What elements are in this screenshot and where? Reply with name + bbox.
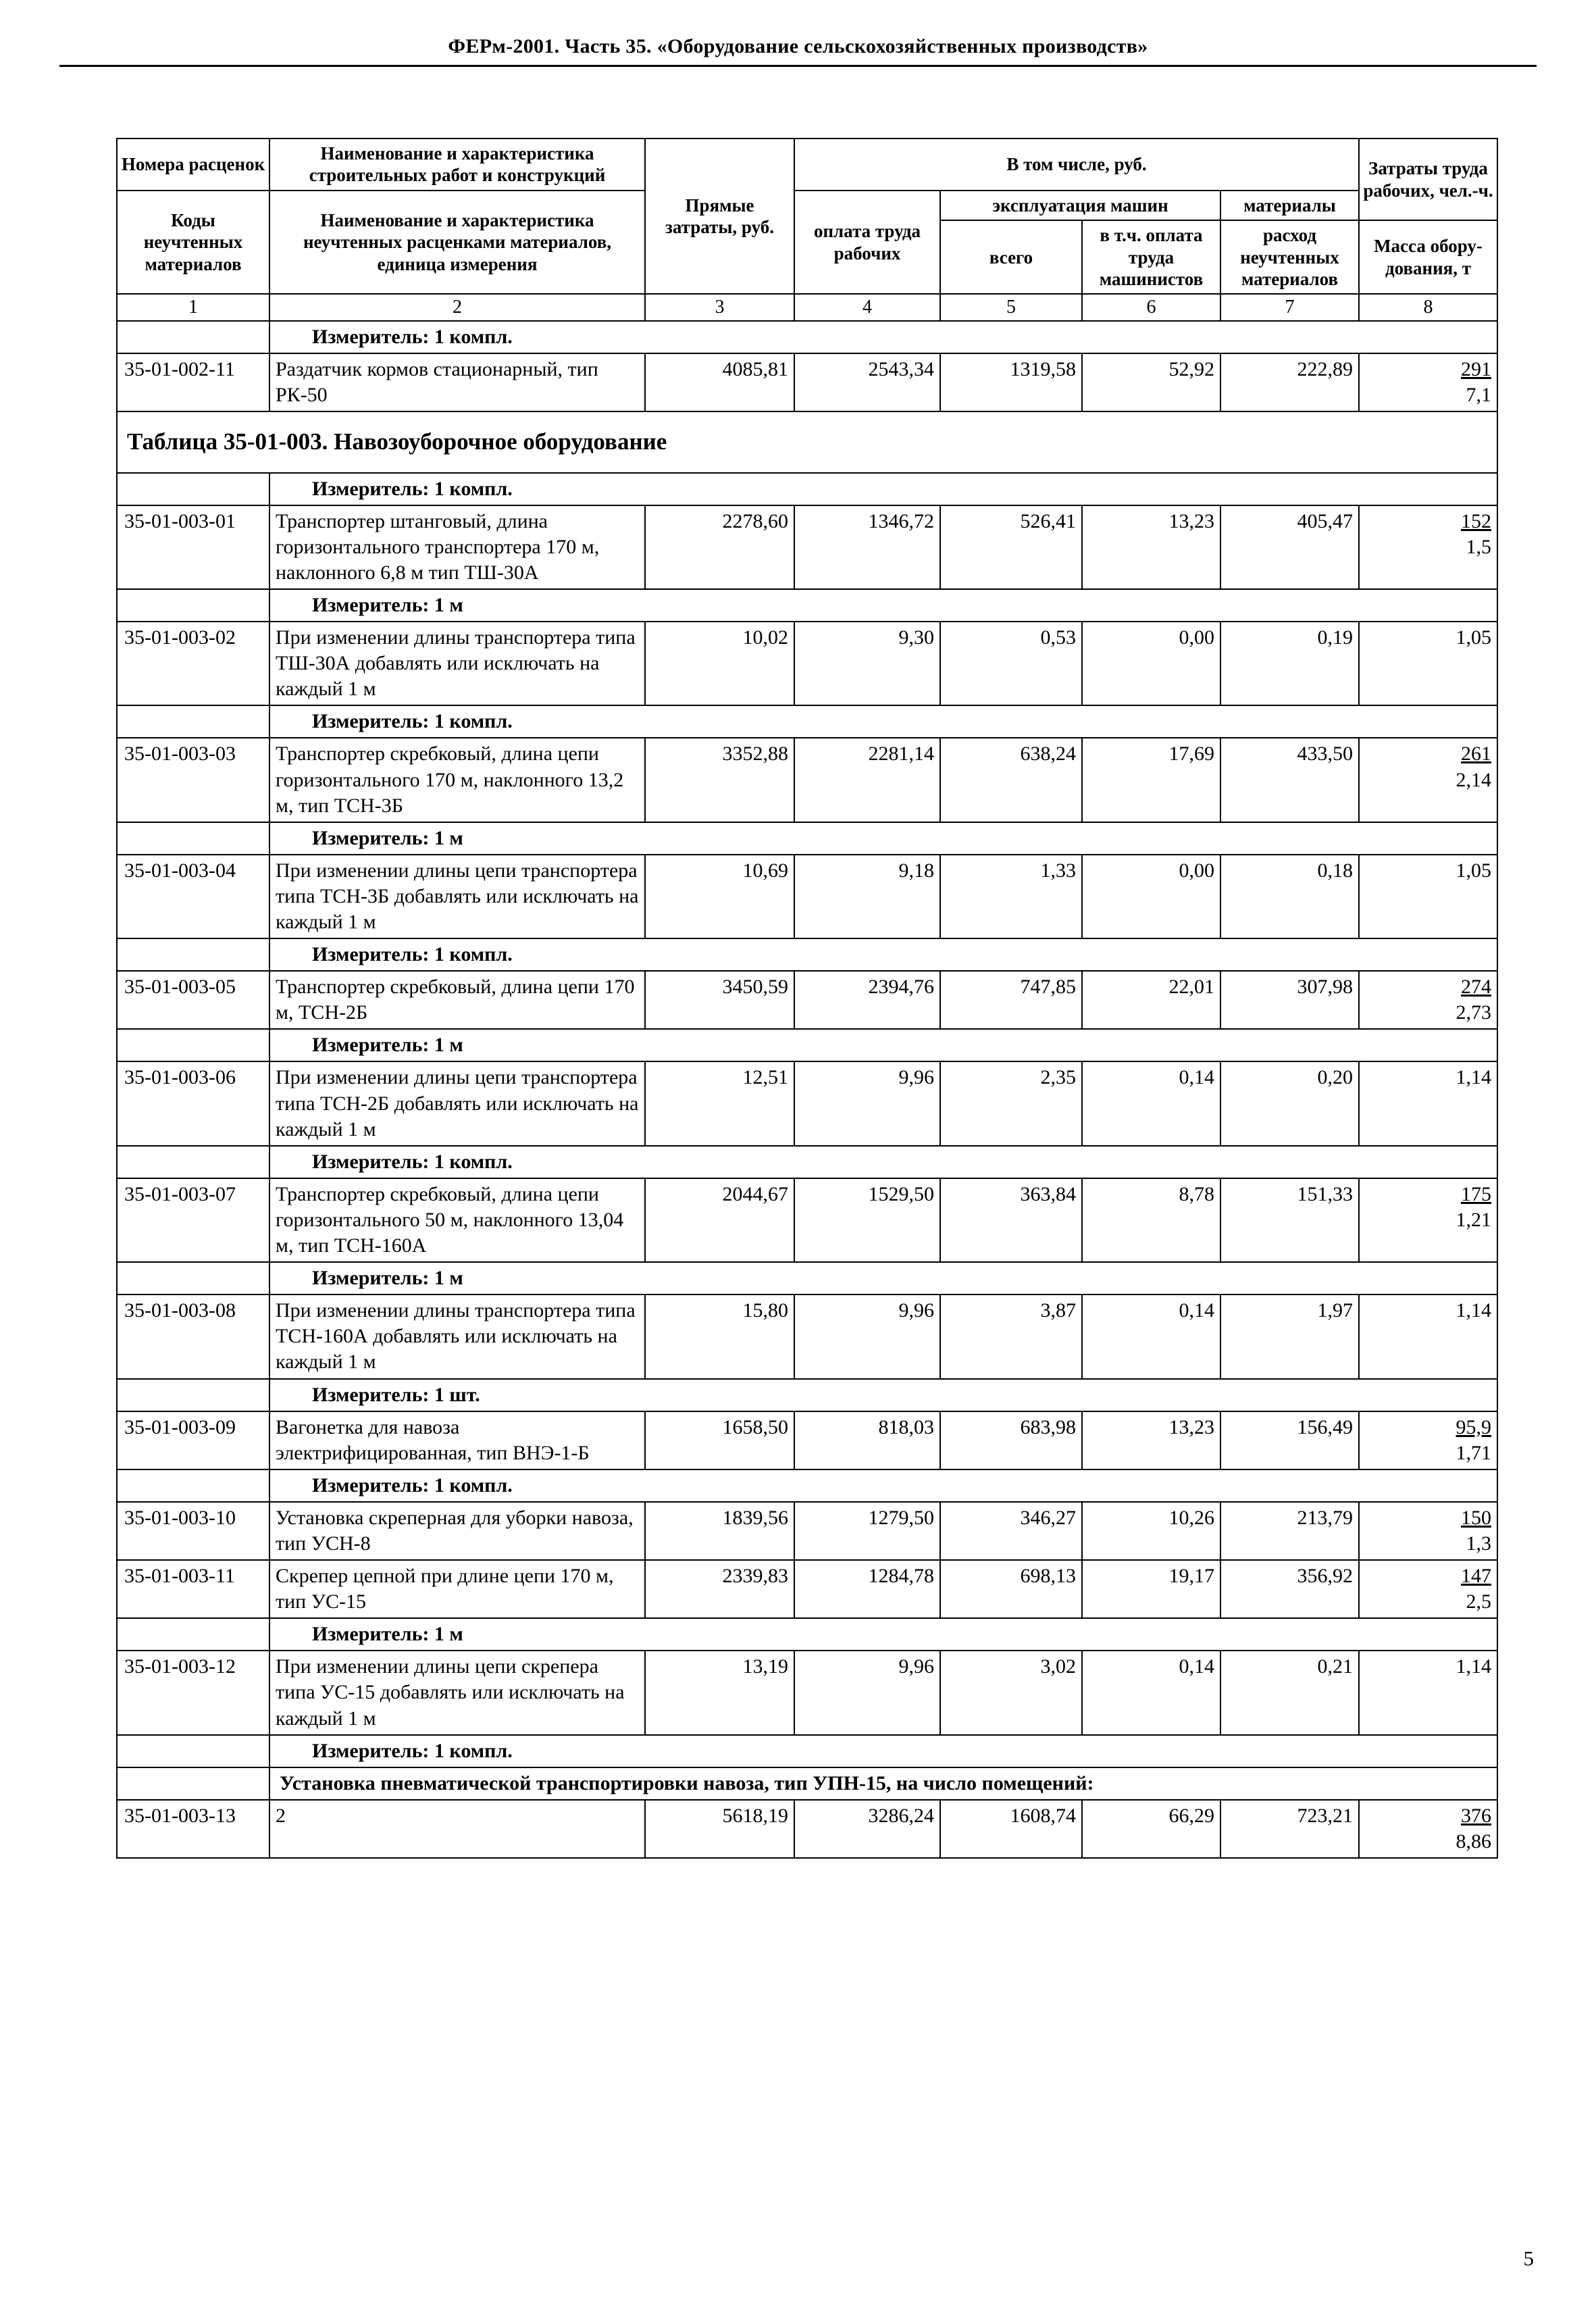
page-number: 5 [1523, 2246, 1534, 2270]
row-workers-pay: 9,96 [794, 1294, 940, 1378]
data-row [117, 1651, 1497, 1734]
labor-hours-value: 150 [1461, 1506, 1491, 1529]
measurer-row [117, 1735, 1497, 1767]
row-description: Транспортер скребковый, длина цепи горизонтального 170 м, наклонного 13,2 м, тип ТСН-3Б [269, 738, 645, 822]
measurer-row [117, 705, 1497, 738]
labor-hours-value: 376 [1461, 1804, 1491, 1827]
measurer-label: Измеритель: 1 компл. [269, 1735, 1497, 1767]
data-row [117, 353, 1497, 411]
equipment-mass-value: 2,73 [1456, 1001, 1491, 1024]
measurer-row [117, 1262, 1497, 1294]
row-code: 35-01-003-11 [117, 1560, 269, 1618]
row-direct-costs: 2278,60 [645, 505, 794, 589]
row-description: Транспортер скребковый, длина цепи горизонтального 50 м, наклонного 13,04 м, тип ТСН-160А [269, 1178, 645, 1262]
row-code: 35-01-003-08 [117, 1294, 269, 1378]
measurer-row [117, 589, 1497, 622]
section-row [117, 1767, 1497, 1800]
data-row [117, 1502, 1497, 1560]
row-operators-pay: 13,23 [1082, 1411, 1220, 1469]
empty-cell [117, 1469, 269, 1502]
header-rule [59, 65, 1537, 67]
row-labor-and-mass [1359, 622, 1497, 705]
empty-cell [117, 1618, 269, 1651]
data-row [117, 1560, 1497, 1618]
labor-hours-value: 1,14 [1456, 1655, 1491, 1678]
labor-hours-value: 147 [1461, 1565, 1491, 1588]
row-description: Установка скреперная для уборки навоза, тип УСН-8 [269, 1502, 645, 1560]
row-operators-pay: 0,14 [1082, 1651, 1220, 1734]
header-material-codes: Коды неучтенных материалов [117, 191, 269, 295]
measurer-row [117, 1469, 1497, 1502]
header-machines-total: всего [940, 220, 1082, 294]
equipment-mass-value: 1,3 [1466, 1532, 1491, 1555]
row-direct-costs: 5618,19 [645, 1800, 794, 1858]
row-code: 35-01-003-13 [117, 1800, 269, 1858]
labor-hours-value: 152 [1461, 509, 1491, 532]
row-machines-total: 2,35 [940, 1061, 1082, 1145]
labor-hours-value: 291 [1461, 357, 1491, 380]
row-workers-pay: 1346,72 [794, 505, 940, 589]
row-labor-and-mass [1359, 1800, 1497, 1858]
row-operators-pay: 19,17 [1082, 1560, 1220, 1618]
row-operators-pay: 0,14 [1082, 1061, 1220, 1145]
data-row [117, 1178, 1497, 1262]
row-direct-costs: 1658,50 [645, 1411, 794, 1469]
row-machines-total: 638,24 [940, 738, 1082, 822]
row-materials: 433,50 [1220, 738, 1359, 822]
empty-cell [117, 705, 269, 738]
header-work-name: Наименование и характеристика строительных работ и конструкций [269, 139, 645, 191]
measurer-label: Измеритель: 1 м [269, 822, 1497, 855]
row-materials: 723,21 [1220, 1800, 1359, 1858]
document-title: ФЕРм-2001. Часть 35. «Оборудование сельскохозяйственных производств» [448, 35, 1148, 57]
row-materials: 1,97 [1220, 1294, 1359, 1378]
column-number: 4 [794, 294, 940, 321]
row-direct-costs: 2044,67 [645, 1178, 794, 1262]
row-workers-pay: 1529,50 [794, 1178, 940, 1262]
row-workers-pay: 818,03 [794, 1411, 940, 1469]
data-row [117, 1800, 1497, 1858]
row-operators-pay: 8,78 [1082, 1178, 1220, 1262]
data-row [117, 971, 1497, 1029]
measurer-row [117, 473, 1497, 505]
row-code: 35-01-003-07 [117, 1178, 269, 1262]
equipment-mass-value: 7,1 [1466, 384, 1491, 407]
labor-hours-value: 1,05 [1456, 626, 1491, 649]
row-labor-and-mass [1359, 855, 1497, 938]
row-machines-total: 698,13 [940, 1560, 1082, 1618]
row-workers-pay: 9,96 [794, 1061, 940, 1145]
empty-cell [117, 822, 269, 855]
row-code: 35-01-003-12 [117, 1651, 269, 1734]
row-workers-pay: 9,96 [794, 1651, 940, 1734]
row-workers-pay: 3286,24 [794, 1800, 940, 1858]
row-workers-pay: 1284,78 [794, 1560, 940, 1618]
row-machines-total: 683,98 [940, 1411, 1082, 1469]
column-numbers-row [117, 294, 1497, 321]
measurer-label: Измеритель: 1 компл. [269, 473, 1497, 505]
measurer-row [117, 1379, 1497, 1411]
row-workers-pay: 1279,50 [794, 1502, 940, 1560]
header-including-group: В том числе, руб. [794, 139, 1359, 191]
empty-cell [117, 473, 269, 505]
labor-hours-value: 175 [1461, 1182, 1491, 1205]
row-description: Транспортер штанговый, длина горизонтального транспортера 170 м, наклонного 6,8 м тип ТШ-30А [269, 505, 645, 589]
measurer-label: Измеритель: 1 шт. [269, 1379, 1497, 1411]
header-machines-group: эксплуатация машин [940, 191, 1220, 220]
measurer-row [117, 321, 1497, 353]
row-workers-pay: 2281,14 [794, 738, 940, 822]
data-row [117, 622, 1497, 705]
labor-hours-value: 1,14 [1456, 1299, 1491, 1322]
row-machines-total: 3,02 [940, 1651, 1082, 1734]
header-rate-numbers: Номера расценок [117, 139, 269, 191]
row-code: 35-01-003-05 [117, 971, 269, 1029]
header-row-2 [117, 191, 1497, 220]
row-labor-and-mass [1359, 1411, 1497, 1469]
column-number: 6 [1082, 294, 1220, 321]
rates-table [116, 138, 1498, 1859]
header-row-1 [117, 139, 1497, 191]
row-materials: 307,98 [1220, 971, 1359, 1029]
equipment-mass-value: 1,21 [1456, 1208, 1491, 1231]
table-section-title: Таблица 35-01-003. Навозоуборочное оборудование [117, 411, 1497, 472]
column-number: 5 [940, 294, 1082, 321]
equipment-mass-value: 1,71 [1456, 1441, 1491, 1464]
row-description: При изменении длины цепи транспортера типа ТСН-3Б добавлять или исключать на каждый 1 м [269, 855, 645, 938]
row-machines-total: 1608,74 [940, 1800, 1082, 1858]
empty-cell [117, 1767, 269, 1800]
empty-cell [117, 1735, 269, 1767]
row-operators-pay: 10,26 [1082, 1502, 1220, 1560]
row-labor-and-mass [1359, 971, 1497, 1029]
row-materials: 156,49 [1220, 1411, 1359, 1469]
row-direct-costs: 2339,83 [645, 1560, 794, 1618]
header-operators-pay: в т.ч. оплата труда машинистов [1082, 220, 1220, 294]
equipment-mass-value: 2,5 [1466, 1590, 1491, 1613]
row-operators-pay: 0,00 [1082, 622, 1220, 705]
row-workers-pay: 9,18 [794, 855, 940, 938]
row-machines-total: 1319,58 [940, 353, 1082, 411]
header-material-name: Наименование и характеристика неучтенных расценками материалов, единица измерения [269, 191, 645, 295]
row-operators-pay: 13,23 [1082, 505, 1220, 589]
row-labor-and-mass [1359, 1502, 1497, 1560]
row-machines-total: 1,33 [940, 855, 1082, 938]
row-direct-costs: 1839,56 [645, 1502, 794, 1560]
row-machines-total: 526,41 [940, 505, 1082, 589]
column-number: 8 [1359, 294, 1497, 321]
data-row [117, 1061, 1497, 1145]
row-description: При изменении длины транспортера типа ТСН-160А добавлять или исключать на каждый 1 м [269, 1294, 645, 1378]
labor-hours-value: 1,14 [1456, 1066, 1491, 1089]
measurer-label: Измеритель: 1 м [269, 1618, 1497, 1651]
row-labor-and-mass [1359, 1294, 1497, 1378]
row-workers-pay: 2543,34 [794, 353, 940, 411]
column-number: 2 [269, 294, 645, 321]
data-row [117, 1411, 1497, 1469]
row-direct-costs: 3450,59 [645, 971, 794, 1029]
empty-cell [117, 321, 269, 353]
header-labor-costs: Затраты труда рабочих, чел.-ч. [1359, 139, 1497, 220]
row-direct-costs: 10,02 [645, 622, 794, 705]
row-description: 2 [269, 1800, 645, 1858]
empty-cell [117, 938, 269, 971]
row-operators-pay: 0,00 [1082, 855, 1220, 938]
empty-cell [117, 1262, 269, 1294]
row-operators-pay: 52,92 [1082, 353, 1220, 411]
row-labor-and-mass [1359, 1178, 1497, 1262]
data-row [117, 505, 1497, 589]
row-materials: 0,20 [1220, 1061, 1359, 1145]
row-machines-total: 346,27 [940, 1502, 1082, 1560]
labor-hours-value: 274 [1461, 976, 1491, 999]
row-description: Транспортер скребковый, длина цепи 170 м, ТСН-2Б [269, 971, 645, 1029]
row-operators-pay: 22,01 [1082, 971, 1220, 1029]
row-labor-and-mass [1359, 1061, 1497, 1145]
measurer-label: Измеритель: 1 компл. [269, 705, 1497, 738]
row-direct-costs: 15,80 [645, 1294, 794, 1378]
data-row [117, 738, 1497, 822]
data-row [117, 1294, 1497, 1378]
empty-cell [117, 1379, 269, 1411]
row-labor-and-mass [1359, 1651, 1497, 1734]
title-row [117, 411, 1497, 472]
measurer-row [117, 1618, 1497, 1651]
equipment-mass-value: 1,5 [1466, 535, 1491, 558]
row-machines-total: 747,85 [940, 971, 1082, 1029]
row-workers-pay: 9,30 [794, 622, 940, 705]
row-materials: 222,89 [1220, 353, 1359, 411]
row-code: 35-01-003-06 [117, 1061, 269, 1145]
column-number: 7 [1220, 294, 1359, 321]
row-direct-costs: 10,69 [645, 855, 794, 938]
row-operators-pay: 17,69 [1082, 738, 1220, 822]
row-description: Вагонетка для навоза электрифицированная, тип ВНЭ-1-Б [269, 1411, 645, 1469]
row-code: 35-01-003-01 [117, 505, 269, 589]
row-materials: 405,47 [1220, 505, 1359, 589]
row-machines-total: 0,53 [940, 622, 1082, 705]
measurer-row [117, 1146, 1497, 1178]
header-workers-pay: оплата труда рабочих [794, 191, 940, 295]
equipment-mass-value: 2,14 [1456, 768, 1491, 791]
row-materials: 356,92 [1220, 1560, 1359, 1618]
empty-cell [117, 1146, 269, 1178]
section-heading: Установка пневматической транспортировки навоза, тип УПН-15, на число помещений: [269, 1767, 1497, 1800]
row-description: При изменении длины транспортера типа ТШ-30А добавлять или исключать на каждый 1 м [269, 622, 645, 705]
row-description: При изменении длины цепи транспортера типа ТСН-2Б добавлять или исключать на каждый 1 м [269, 1061, 645, 1145]
measurer-row [117, 1029, 1497, 1061]
row-code: 35-01-003-09 [117, 1411, 269, 1469]
measurer-label: Измеритель: 1 компл. [269, 938, 1497, 971]
row-materials: 0,19 [1220, 622, 1359, 705]
column-number: 1 [117, 294, 269, 321]
measurer-label: Измеритель: 1 компл. [269, 1146, 1497, 1178]
row-operators-pay: 0,14 [1082, 1294, 1220, 1378]
row-description: Раздатчик кормов стационарный, тип РК-50 [269, 353, 645, 411]
measurer-row [117, 938, 1497, 971]
row-materials: 213,79 [1220, 1502, 1359, 1560]
header-materials-consumption: расход неучтенных материалов [1220, 220, 1359, 294]
row-labor-and-mass [1359, 738, 1497, 822]
row-code: 35-01-003-04 [117, 855, 269, 938]
measurer-row [117, 822, 1497, 855]
labor-hours-value: 1,05 [1456, 859, 1491, 882]
row-code: 35-01-003-03 [117, 738, 269, 822]
header-direct-costs: Прямые затраты, руб. [645, 139, 794, 294]
row-code: 35-01-002-11 [117, 353, 269, 411]
measurer-label: Измеритель: 1 м [269, 589, 1497, 622]
row-direct-costs: 4085,81 [645, 353, 794, 411]
row-materials: 151,33 [1220, 1178, 1359, 1262]
row-description: Скрепер цепной при длине цепи 170 м, тип УС-15 [269, 1560, 645, 1618]
row-direct-costs: 13,19 [645, 1651, 794, 1734]
row-direct-costs: 3352,88 [645, 738, 794, 822]
row-machines-total: 363,84 [940, 1178, 1082, 1262]
empty-cell [117, 1029, 269, 1061]
row-code: 35-01-003-02 [117, 622, 269, 705]
row-materials: 0,21 [1220, 1651, 1359, 1734]
column-number: 3 [645, 294, 794, 321]
row-workers-pay: 2394,76 [794, 971, 940, 1029]
measurer-label: Измеритель: 1 м [269, 1262, 1497, 1294]
table-header [117, 139, 1497, 321]
labor-hours-value: 261 [1461, 743, 1491, 765]
measurer-label: Измеритель: 1 компл. [269, 321, 1497, 353]
empty-cell [117, 589, 269, 622]
labor-hours-value: 95,9 [1456, 1415, 1491, 1438]
measurer-label: Измеритель: 1 компл. [269, 1469, 1497, 1502]
row-operators-pay: 66,29 [1082, 1800, 1220, 1858]
row-labor-and-mass [1359, 505, 1497, 589]
header-equipment-mass: Масса оборудования, т [1359, 220, 1497, 294]
measurer-label: Измеритель: 1 м [269, 1029, 1497, 1061]
row-labor-and-mass [1359, 1560, 1497, 1618]
row-materials: 0,18 [1220, 855, 1359, 938]
row-code: 35-01-003-10 [117, 1502, 269, 1560]
table-body [117, 321, 1497, 1858]
row-direct-costs: 12,51 [645, 1061, 794, 1145]
header-materials-group: материалы [1220, 191, 1359, 220]
equipment-mass-value: 8,86 [1456, 1830, 1491, 1853]
row-machines-total: 3,87 [940, 1294, 1082, 1378]
row-labor-and-mass [1359, 353, 1497, 411]
row-description: При изменении длины цепи скрепера типа УС-15 добавлять или исключать на каждый 1 м [269, 1651, 645, 1734]
data-row [117, 855, 1497, 938]
